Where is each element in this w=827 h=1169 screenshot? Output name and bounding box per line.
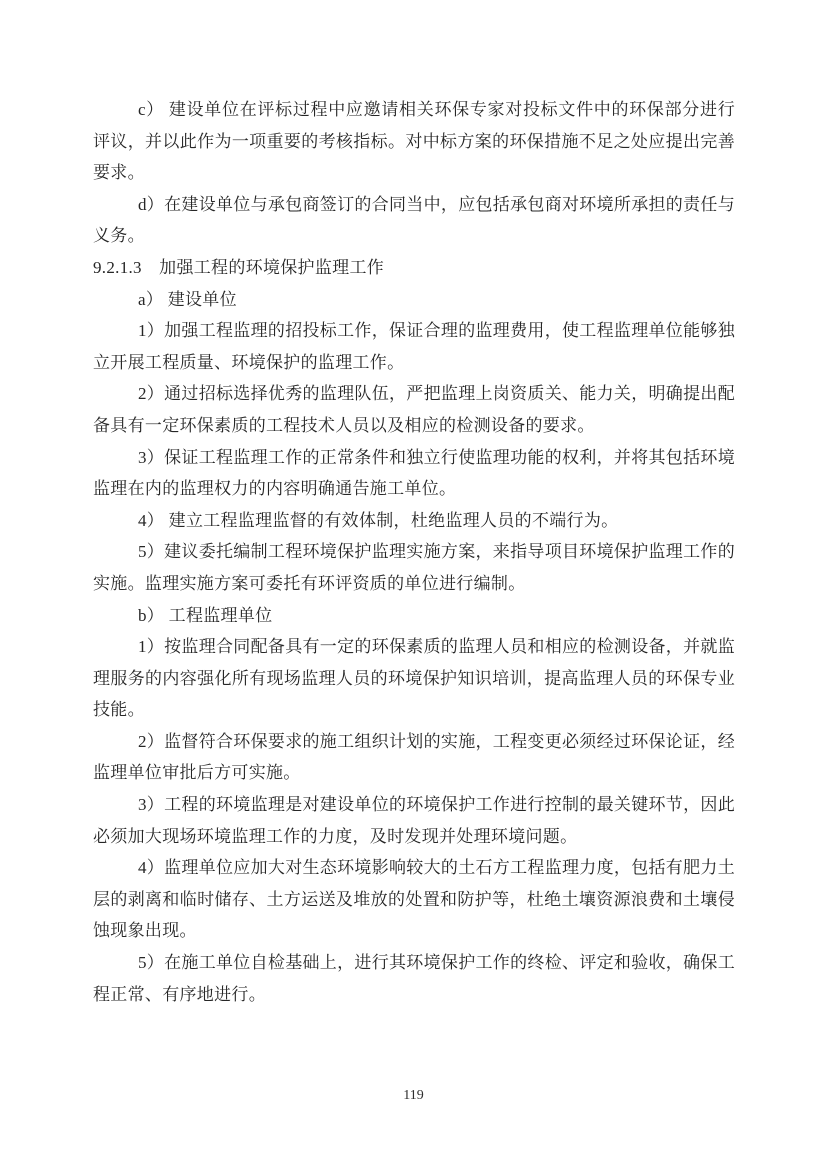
paragraph: 2）监督符合环保要求的施工组织计划的实施，工程变更必须经过环保论证，经监理单位审批后方可实施。 <box>93 731 735 783</box>
paragraph: 3）工程的环境监理是对建设单位的环境保护工作进行控制的最关键环节，因此必须加大现场环境监理工作的力度，及时发现并处理环境问题。 <box>93 795 735 846</box>
paragraph: 1）按监理合同配备具有一定的环保素质的监理人员和相应的检测设备，并就监理服务的内容强化所有现场监理人员的环境保护知识培训，提高监理人员的环保专业技能。 <box>93 637 735 720</box>
paragraph: 2）通过招标选择优秀的监理队伍，严把监理上岗资质关、能力关，明确提出配备具有一定环保素质的工程技术人员以及相应的检测设备的要求。 <box>93 384 735 435</box>
section-heading: 9.2.1.3 加强工程的环境保护监理工作 <box>93 257 385 277</box>
paragraph: 4） 建立工程监理监督的有效体制，杜绝监理人员的不端行为。 <box>138 510 619 530</box>
paragraph: c） 建设单位在评标过程中应邀请相关环保专家对投标文件中的环保部分进行评议，并以此作为一项重要的考核指标。对中标方案的环保措施不足之处应提出完善要求。 <box>93 100 735 183</box>
paragraph: 3）保证工程监理工作的正常条件和独立行使监理功能的权利，并将其包括环境监理在内的监理权力的内容明确通告施工单位。 <box>93 447 735 499</box>
paragraph: 5）建议委托编制工程环境保护监理实施方案，来指导项目环境保护监理工作的实施。监理实施方案可委托有环评资质的单位进行编制。 <box>93 542 735 593</box>
document-body <box>93 94 735 1010</box>
paragraph: b） 工程监理单位 <box>138 605 273 625</box>
paragraph: 1）加强工程监理的招投标工作，保证合理的监理费用，使工程监理单位能够独立开展工程质量、环境保护的监理工作。 <box>93 321 735 372</box>
paragraph: 5）在施工单位自检基础上，进行其环境保护工作的终检、评定和验收，确保工程正常、有序地进行。 <box>93 953 735 1004</box>
paragraph: 4）监理单位应加大对生态环境影响较大的土石方工程监理力度，包括有肥力土层的剥离和临时储存、土方运送及堆放的处置和防护等，杜绝土壤资源浪费和土壤侵蚀现象出现。 <box>93 858 735 941</box>
paragraph: a） 建设单位 <box>138 289 237 309</box>
paragraph: d）在建设单位与承包商签订的合同当中，应包括承包商对环境所承担的责任与义务。 <box>93 194 735 246</box>
page-number: 119 <box>403 1088 424 1103</box>
